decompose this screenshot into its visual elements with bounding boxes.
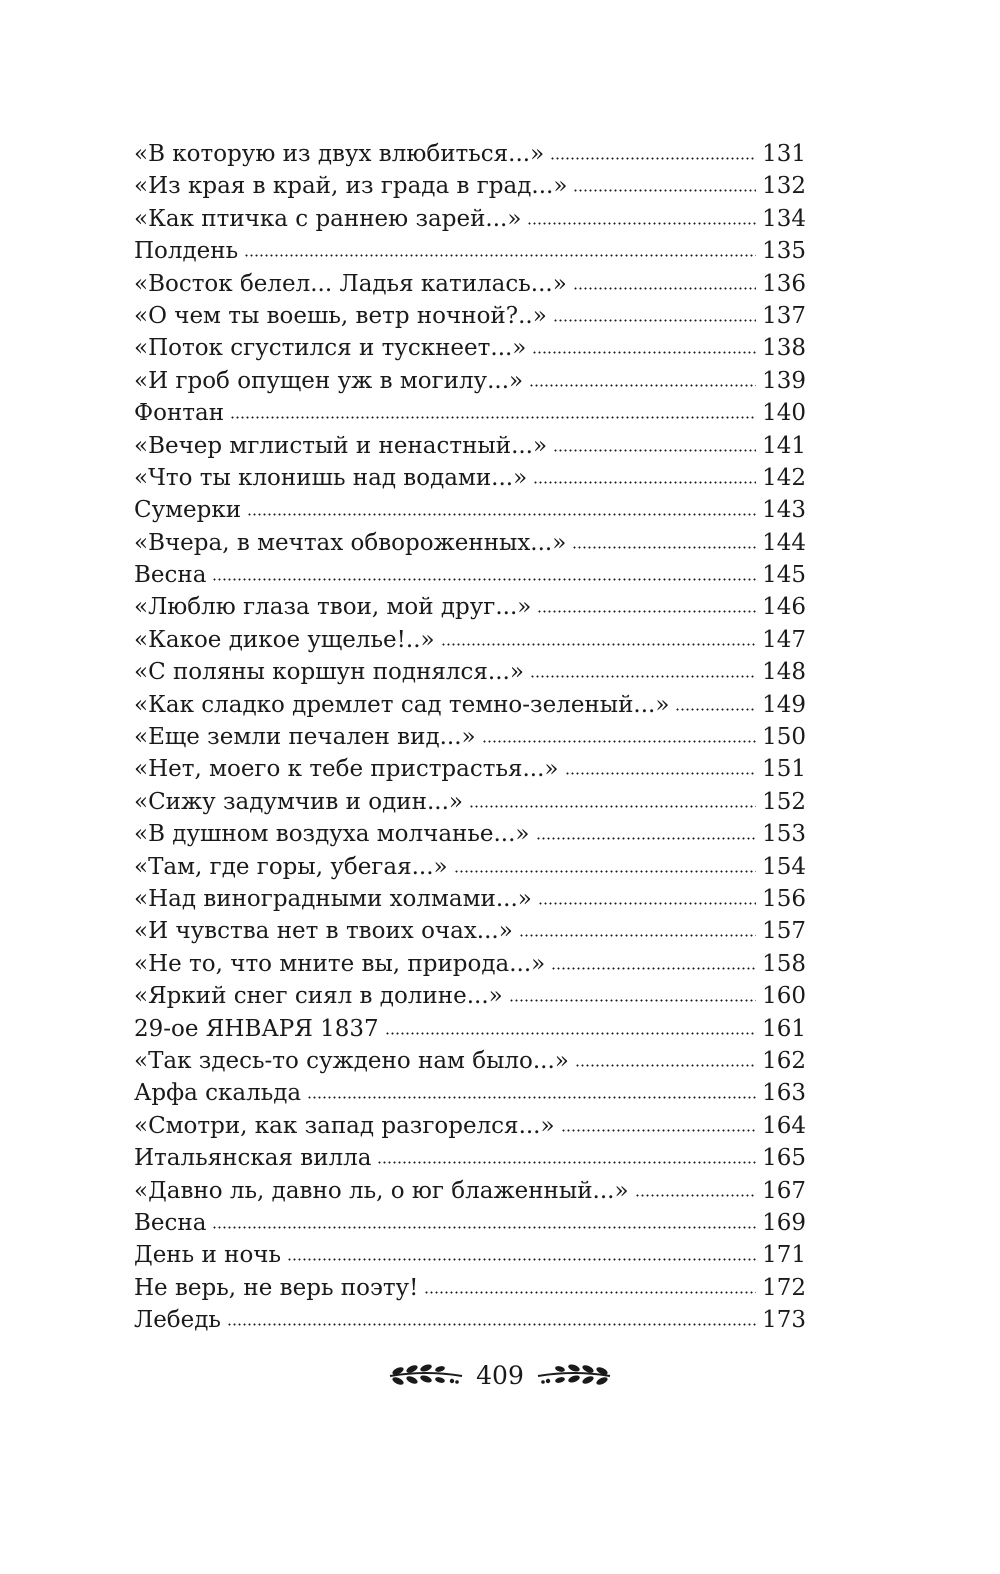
toc-entry <box>134 656 806 688</box>
toc-dot-leader <box>635 1194 756 1197</box>
toc-entry-page: 171 <box>762 1242 806 1269</box>
toc-entry-title: «Там, где горы, убегая...» <box>134 853 448 880</box>
toc-entry-title: «Люблю глаза твои, мой друг...» <box>134 594 532 621</box>
toc-entry-page: 160 <box>762 983 806 1010</box>
toc-dot-leader <box>565 772 756 775</box>
toc-dot-leader <box>551 967 756 970</box>
toc-entry <box>134 1045 806 1077</box>
toc-entry-title: День и ночь <box>134 1242 282 1269</box>
toc-entry <box>134 721 806 753</box>
toc-dot-leader <box>550 157 756 160</box>
toc-entry-page: 149 <box>762 691 806 718</box>
toc-entry <box>134 300 806 332</box>
toc-entry-title: Арфа скальда <box>134 1080 302 1107</box>
toc-entry-page: 165 <box>762 1145 806 1172</box>
toc-entry-title: «Смотри, как запад разгорелся...» <box>134 1112 555 1139</box>
toc-entry-page: 158 <box>762 950 806 977</box>
toc-dot-leader <box>454 870 756 873</box>
toc-entry <box>134 689 806 721</box>
table-of-contents <box>134 138 806 1336</box>
toc-entry-title: Фонтан <box>134 400 225 427</box>
toc-entry-title: «Как птичка с раннею зарей...» <box>134 205 522 232</box>
toc-entry-title: «Не то, что мните вы, природа...» <box>134 950 546 977</box>
toc-entry-page: 139 <box>762 367 806 394</box>
toc-dot-leader <box>509 999 756 1002</box>
toc-entry <box>134 1304 806 1336</box>
toc-entry-page: 153 <box>762 821 806 848</box>
toc-dot-leader <box>572 546 756 549</box>
toc-entry <box>134 980 806 1012</box>
toc-dot-leader <box>377 1161 756 1164</box>
toc-entry-title: «Вечер мглистый и ненастный...» <box>134 432 548 459</box>
toc-entry <box>134 203 806 235</box>
toc-entry-page: 144 <box>762 529 806 556</box>
toc-dot-leader <box>561 1129 756 1132</box>
toc-dot-leader <box>573 287 756 290</box>
toc-entry-page: 162 <box>762 1047 806 1074</box>
toc-entry-title: «И гроб опущен уж в могилу...» <box>134 367 524 394</box>
toc-entry-page: 138 <box>762 335 806 362</box>
toc-dot-leader <box>675 708 756 711</box>
toc-entry <box>134 365 806 397</box>
toc-dot-leader <box>538 902 756 905</box>
toc-entry <box>134 786 806 818</box>
toc-dot-leader <box>469 805 756 808</box>
toc-entry <box>134 268 806 300</box>
toc-entry-title: «Поток сгустился и тускнеет...» <box>134 335 527 362</box>
toc-entry-page: 164 <box>762 1112 806 1139</box>
toc-entry <box>134 591 806 623</box>
toc-entry <box>134 527 806 559</box>
toc-entry <box>134 494 806 526</box>
toc-entry-page: 154 <box>762 853 806 880</box>
toc-entry-page: 146 <box>762 594 806 621</box>
toc-entry <box>134 138 806 170</box>
toc-entry-page: 163 <box>762 1080 806 1107</box>
toc-entry-title: Весна <box>134 562 207 589</box>
toc-dot-leader <box>553 319 756 322</box>
toc-entry-title: «И чувства нет в твоих очах...» <box>134 918 513 945</box>
toc-entry-title: Весна <box>134 1209 207 1236</box>
toc-dot-leader <box>441 643 756 646</box>
page-footer <box>0 1356 1000 1396</box>
toc-dot-leader <box>530 675 756 678</box>
toc-entry-title: «Как сладко дремлет сад темно-зеленый...» <box>134 691 670 718</box>
toc-entry-title: «Нет, моего к тебе пристрастья...» <box>134 756 559 783</box>
toc-entry-title: «Из края в край, из града в град...» <box>134 173 568 200</box>
toc-entry-title: «Что ты клонишь над водами...» <box>134 464 528 491</box>
toc-entry-title: «Какое дикое ущелье!..» <box>134 626 435 653</box>
toc-entry <box>134 753 806 785</box>
toc-dot-leader <box>227 1323 756 1326</box>
toc-entry-title: «Еще земли печален вид...» <box>134 724 476 751</box>
toc-dot-leader <box>527 222 756 225</box>
toc-entry-title: «В душном воздуха молчанье...» <box>134 821 530 848</box>
toc-entry-title: «Вчера, в мечтах обвороженных...» <box>134 529 567 556</box>
toc-entry-title: «О чем ты воешь, ветр ночной?..» <box>134 302 547 329</box>
toc-entry-page: 141 <box>762 432 806 459</box>
laurel-branch-left-icon <box>386 1361 466 1391</box>
toc-dot-leader <box>287 1258 756 1261</box>
toc-entry <box>134 462 806 494</box>
toc-entry <box>134 235 806 267</box>
toc-entry-page: 173 <box>762 1307 806 1334</box>
toc-entry-title: «Восток белел... Ладья катилась...» <box>134 270 567 297</box>
toc-entry <box>134 1272 806 1304</box>
toc-entry-page: 157 <box>762 918 806 945</box>
toc-entry-page: 151 <box>762 756 806 783</box>
toc-entry <box>134 851 806 883</box>
toc-entry <box>134 559 806 591</box>
toc-dot-leader <box>212 1226 756 1229</box>
toc-entry <box>134 430 806 462</box>
toc-entry-page: 172 <box>762 1274 806 1301</box>
toc-dot-leader <box>247 513 756 516</box>
toc-entry-page: 135 <box>762 238 806 265</box>
toc-dot-leader <box>482 740 756 743</box>
toc-entry-page: 143 <box>762 497 806 524</box>
toc-entry-page: 145 <box>762 562 806 589</box>
toc-entry <box>134 1175 806 1207</box>
toc-entry-page: 161 <box>762 1015 806 1042</box>
toc-dot-leader <box>553 449 756 452</box>
toc-entry <box>134 1142 806 1174</box>
toc-entry <box>134 397 806 429</box>
toc-entry <box>134 1110 806 1142</box>
toc-entry-title: Не верь, не верь поэту! <box>134 1274 419 1301</box>
toc-dot-leader <box>385 1032 756 1035</box>
toc-entry-title: 29-ое ЯНВАРЯ 1837 <box>134 1015 379 1042</box>
toc-entry <box>134 915 806 947</box>
toc-dot-leader <box>533 481 756 484</box>
toc-entry-page: 156 <box>762 885 806 912</box>
toc-entry <box>134 1207 806 1239</box>
toc-entry <box>134 170 806 202</box>
toc-dot-leader <box>519 934 756 937</box>
toc-entry <box>134 624 806 656</box>
toc-entry-title: Сумерки <box>134 497 242 524</box>
toc-entry-page: 137 <box>762 302 806 329</box>
toc-entry-page: 131 <box>762 141 806 167</box>
toc-entry-title: «Давно ль, давно ль, о юг блаженный...» <box>134 1177 629 1204</box>
toc-entry-title: Итальянская вилла <box>134 1145 372 1172</box>
toc-dot-leader <box>537 610 756 613</box>
toc-entry-page: 136 <box>762 270 806 297</box>
toc-entry <box>134 1077 806 1109</box>
toc-entry <box>134 948 806 980</box>
toc-entry <box>134 818 806 850</box>
toc-entry-page: 132 <box>762 173 806 200</box>
toc-entry-page: 167 <box>762 1177 806 1204</box>
toc-entry-title: «Яркий снег сиял в долине...» <box>134 983 503 1010</box>
toc-dot-leader <box>212 578 756 581</box>
toc-entry <box>134 1013 806 1045</box>
toc-entry-title: «В которую из двух влюбиться...» <box>134 141 545 167</box>
toc-entry-title: Полдень <box>134 238 239 265</box>
toc-entry-page: 152 <box>762 788 806 815</box>
laurel-branch-right-icon <box>534 1361 614 1391</box>
toc-entry-page: 140 <box>762 400 806 427</box>
toc-entry-title: «Сижу задумчив и один...» <box>134 788 463 815</box>
toc-dot-leader <box>529 384 756 387</box>
page-number: 409 <box>476 1361 524 1390</box>
toc-dot-leader <box>230 416 756 419</box>
toc-dot-leader <box>573 189 756 192</box>
toc-entry-page: 148 <box>762 659 806 686</box>
toc-entry-title: «Так здесь-то суждено нам было...» <box>134 1047 569 1074</box>
toc-entry-page: 134 <box>762 205 806 232</box>
toc-entry-page: 150 <box>762 724 806 751</box>
toc-entry <box>134 1239 806 1271</box>
toc-dot-leader <box>532 351 756 354</box>
toc-dot-leader <box>244 254 756 257</box>
toc-entry <box>134 883 806 915</box>
toc-entry-page: 169 <box>762 1209 806 1236</box>
toc-dot-leader <box>536 837 756 840</box>
toc-dot-leader <box>307 1096 756 1099</box>
toc-entry-page: 147 <box>762 626 806 653</box>
toc-entry-page: 142 <box>762 464 806 491</box>
toc-entry-title: Лебедь <box>134 1307 221 1334</box>
toc-entry-title: «Над виноградными холмами...» <box>134 885 532 912</box>
toc-dot-leader <box>424 1291 756 1294</box>
toc-entry <box>134 332 806 364</box>
toc-dot-leader <box>575 1064 756 1067</box>
toc-entry-title: «С поляны коршун поднялся...» <box>134 659 524 686</box>
